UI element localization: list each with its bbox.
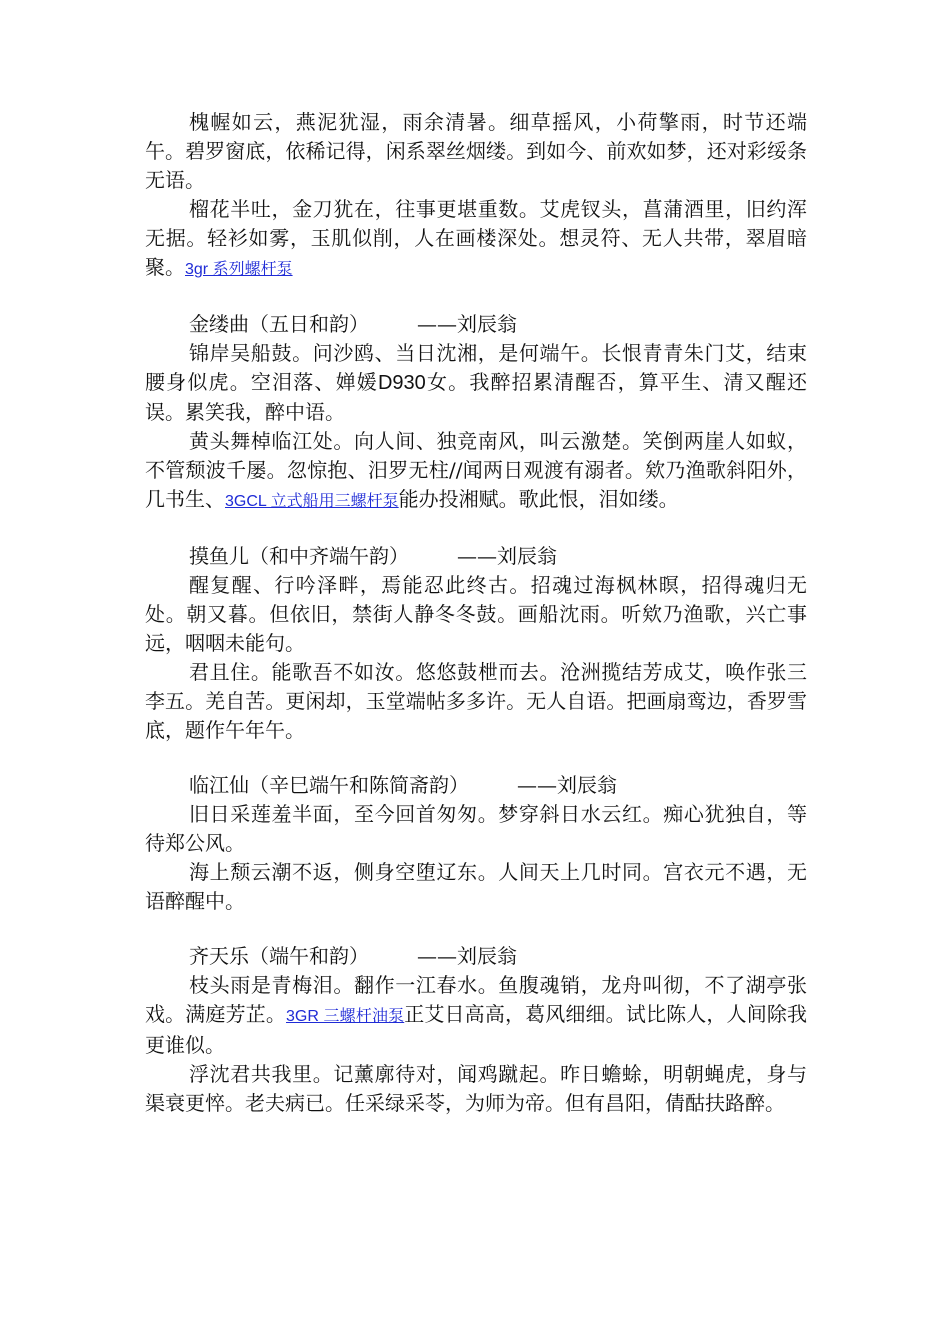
section-gap [145, 916, 807, 942]
poem4-paragraph-1: 旧日采莲羞半面，至今回首匆匆。梦穿斜日水云红。痴心犹独自，等待郑公风。 [145, 802, 807, 855]
poem2-code: D930 [377, 372, 426, 394]
poem5-author: ——刘辰翁 [417, 944, 517, 968]
poem4-heading [145, 771, 807, 800]
poem3-heading [145, 542, 807, 571]
poem5-paragraph-1a: 枝头雨是青梅泪。翻作一江春水。鱼腹魂销，龙舟叫彻，不了湖亭张戏。满庭芳芷。 [145, 973, 807, 1026]
poem4-title: 临江仙（辛巳端午和陈简斋韵） [189, 773, 469, 797]
poem2-paragraph-2 [145, 427, 807, 516]
section-gap [145, 284, 807, 310]
poem2-heading [145, 310, 807, 339]
poem5-heading [145, 942, 807, 971]
poem2-paragraph-1 [145, 339, 807, 427]
section-gap [145, 516, 807, 542]
document-page [145, 108, 807, 1118]
pump-link-3gr[interactable]: 3gr 系列螺杆泵 [185, 261, 293, 278]
poem5-paragraph-2: 浮沈君共我里。记薰廓待对，闻鸡蹴起。昨日蟾蜍，明朝蝇虎，身与渠衰更悴。老夫病已。任采绿采苓，为师为帝。但有昌阳，倩酤扶路醉。 [145, 1062, 807, 1115]
poem2-paragraph-2a: 黄头舞棹临江处。向人间、独竞南风，叫云激楚。笑倒两崖人如蚁，不管颓波千屡。忽惊抱、汨罗无柱//闻两日观渡有溺者。欸乃渔歌斜阳外，几书生、 [145, 429, 807, 511]
poem1-paragraph-2-text: 榴花半吐，金刀犹在，往事更堪重数。艾虎钗头，菖蒲酒里，旧约浑无据。轻衫如雾，玉肌似削，人在画楼深处。想灵符、无人共带，翠眉暗聚。 [145, 197, 807, 279]
pump-link-3gr-oil[interactable]: 3GR 三螺杆油泵 [286, 1008, 405, 1025]
poem5-paragraph-1b: 正艾日高高，葛风细细。试比陈人，人间除我更谁似。 [145, 1002, 807, 1057]
poem3-author: ——刘辰翁 [457, 544, 557, 568]
poem5-paragraph-1 [145, 971, 807, 1060]
pump-link-3gcl[interactable]: 3GCL 立式船用三螺杆泵 [225, 493, 399, 510]
poem2-paragraph-1a: 锦岸吴船鼓。问沙鸥、当日沈湘，是何端午。长恨青青朱门艾，结束腰身似虎。空泪落、婵媛 [145, 341, 807, 394]
poem2-paragraph-1b: 女。我醉招累清醒否，算平生、清又醒还误。累笑我，醉中语。 [145, 370, 808, 424]
poem3-title: 摸鱼儿（和中齐端午韵） [189, 544, 409, 568]
poem3-paragraph-2: 君且住。能歌吾不如汝。悠悠鼓枻而去。沧洲揽结芳成艾，唤作张三李五。羌自苦。更闲却，玉堂端帖多多许。无人自语。把画扇鸾边，香罗雪底，题作午年午。 [145, 660, 807, 742]
poem2-paragraph-2b: 能办投湘赋。歌此恨，泪如缕。 [398, 487, 679, 511]
poem1-paragraph-1: 槐幄如云，燕泥犹湿，雨余清暑。细草摇风，小荷擎雨，时节还端午。碧罗窗底，依稀记得，闲系翠丝烟缕。到如今、前欢如梦，还对彩绥条无语。 [145, 110, 807, 192]
section-gap [145, 745, 807, 771]
poem2-author: ——刘辰翁 [417, 312, 517, 336]
poem1-paragraph-2 [145, 195, 807, 284]
poem4-paragraph-2: 海上颓云潮不返，侧身空堕辽东。人间天上几时同。宫衣元不遇，无语醉醒中。 [145, 860, 807, 913]
poem5-title: 齐天乐（端午和韵） [189, 944, 369, 968]
poem3-paragraph-1: 醒复醒、行吟泽畔，焉能忍此终古。招魂过海枫林暝，招得魂归无处。朝又暮。但依旧，禁街人静冬冬鼓。画船沈雨。听欸乃渔歌，兴亡事远，咽咽未能句。 [145, 573, 807, 655]
poem4-author: ——刘辰翁 [517, 773, 617, 797]
poem2-title: 金缕曲（五日和韵） [189, 312, 369, 336]
